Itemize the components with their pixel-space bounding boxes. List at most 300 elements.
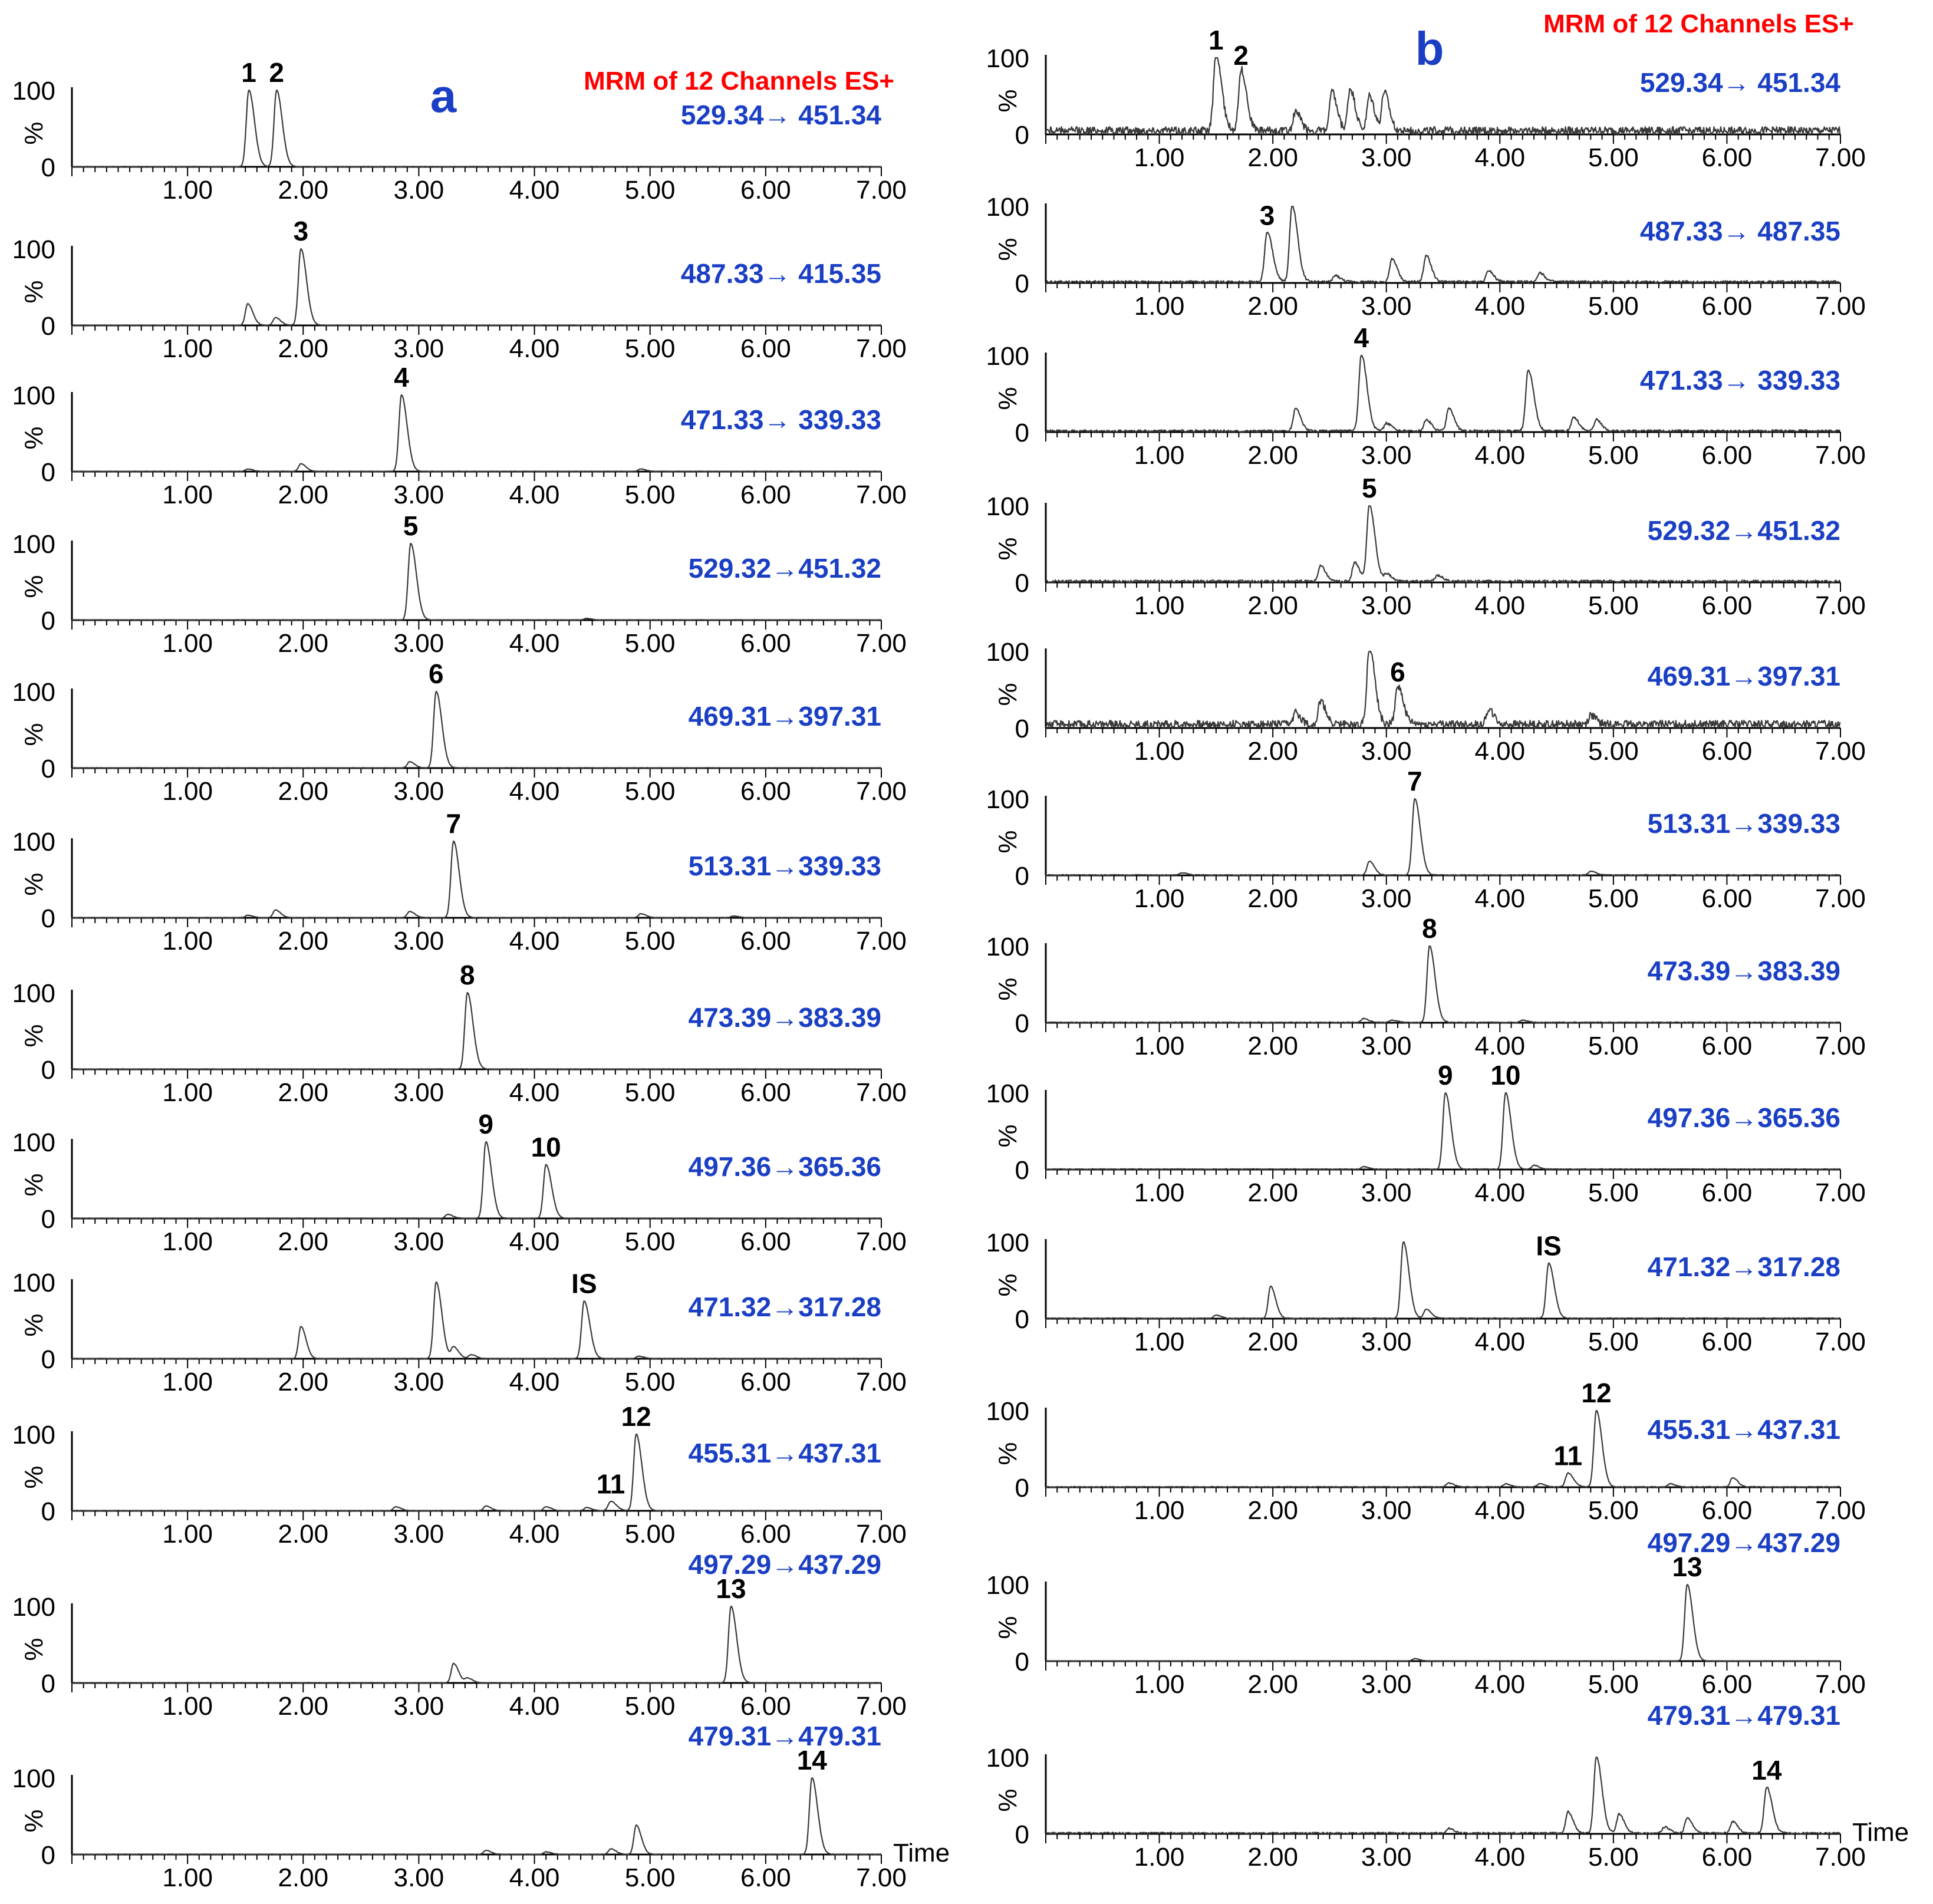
y-axis-percent: % xyxy=(19,723,48,746)
peak-label-9: 9 xyxy=(478,1109,493,1139)
y-tick-0: 0 xyxy=(1015,1009,1029,1038)
channel-transition-label: 479.31→479.31 xyxy=(1647,1700,1840,1731)
x-tick-label: 6.00 xyxy=(1701,884,1753,913)
x-tick-label: 5.00 xyxy=(1588,884,1639,913)
channel-transition-label: 513.31→339.33 xyxy=(1647,808,1840,839)
y-tick-0: 0 xyxy=(41,1056,55,1085)
x-tick-label: 3.00 xyxy=(393,1520,444,1549)
x-tick-label: 1.00 xyxy=(1134,1327,1185,1356)
x-tick-label: 4.00 xyxy=(509,334,560,363)
x-tick-label: 2.00 xyxy=(1247,143,1298,172)
x-tick-label: 5.00 xyxy=(624,777,676,806)
y-tick-100: 100 xyxy=(12,1269,55,1297)
y-axis-percent: % xyxy=(993,977,1022,1001)
x-tick-label: 7.00 xyxy=(1815,1032,1866,1060)
x-tick-label: 6.00 xyxy=(1701,1178,1753,1207)
x-tick-label: 7.00 xyxy=(1815,1178,1866,1207)
y-tick-0: 0 xyxy=(1015,1820,1029,1849)
x-tick-label: 2.00 xyxy=(1247,1178,1298,1207)
channel-transition-label: 513.31→339.33 xyxy=(688,851,881,881)
x-tick-label: 6.00 xyxy=(740,1692,791,1721)
x-tick-label: 1.00 xyxy=(162,1863,213,1892)
y-tick-0: 0 xyxy=(41,458,55,487)
channel-transition-label: 455.31→437.31 xyxy=(1647,1414,1840,1445)
y-tick-0: 0 xyxy=(41,1205,55,1234)
y-tick-100: 100 xyxy=(986,492,1029,521)
channel-3 xyxy=(986,322,1866,470)
x-tick-label: 5.00 xyxy=(624,1692,676,1721)
x-tick-label: 3.00 xyxy=(393,1078,444,1107)
channel-10 xyxy=(12,1401,907,1549)
x-tick-label: 5.00 xyxy=(624,176,676,205)
channel-4 xyxy=(12,510,907,658)
x-tick-label: 7.00 xyxy=(1815,1670,1866,1699)
x-tick-label: 5.00 xyxy=(624,927,676,956)
x-tick-label: 4.00 xyxy=(1474,1032,1526,1060)
peak-label-3: 3 xyxy=(1259,200,1275,231)
x-tick-label: 2.00 xyxy=(1247,1843,1298,1872)
y-axis-percent: % xyxy=(993,1442,1022,1465)
x-tick-label: 4.00 xyxy=(1474,143,1526,172)
x-tick-label: 3.00 xyxy=(393,777,444,806)
y-tick-100: 100 xyxy=(986,933,1029,961)
channel-12 xyxy=(12,1721,950,1892)
y-tick-0: 0 xyxy=(41,1497,55,1526)
x-tick-label: 1.00 xyxy=(162,1368,213,1396)
x-tick-label: 6.00 xyxy=(740,176,791,205)
peak-label-5: 5 xyxy=(403,510,419,541)
y-tick-0: 0 xyxy=(1015,269,1029,298)
x-tick-label: 5.00 xyxy=(624,629,676,658)
x-tick-label: 1.00 xyxy=(1134,1670,1185,1699)
x-tick-label: 5.00 xyxy=(1588,1496,1639,1525)
x-tick-label: 5.00 xyxy=(1588,1670,1639,1699)
x-tick-label: 4.00 xyxy=(1474,737,1526,766)
x-tick-label: 5.00 xyxy=(1588,292,1639,321)
x-tick-label: 3.00 xyxy=(393,1863,444,1892)
x-tick-label: 5.00 xyxy=(1588,591,1639,620)
x-tick-label: 2.00 xyxy=(1247,591,1298,620)
mrm-title: MRM of 12 Channels ES+ xyxy=(584,67,894,95)
x-tick-label: 3.00 xyxy=(1361,1032,1412,1060)
x-tick-label: 7.00 xyxy=(1815,591,1866,620)
x-tick-label: 7.00 xyxy=(856,777,907,806)
x-tick-label: 2.00 xyxy=(1247,441,1298,470)
x-tick-label: 1.00 xyxy=(162,1520,213,1549)
x-tick-label: 4.00 xyxy=(509,1520,560,1549)
y-axis-percent: % xyxy=(993,238,1022,261)
x-tick-label: 6.00 xyxy=(1701,1032,1753,1060)
y-axis-percent: % xyxy=(19,1638,48,1661)
y-tick-100: 100 xyxy=(12,1593,55,1622)
x-tick-label: 4.00 xyxy=(1474,1670,1526,1699)
x-tick-label: 4.00 xyxy=(509,480,560,509)
y-tick-0: 0 xyxy=(1015,862,1029,891)
channel-transition-label: 471.33→ 339.33 xyxy=(680,404,881,435)
y-tick-0: 0 xyxy=(41,755,55,783)
x-tick-label: 5.00 xyxy=(624,1520,676,1549)
x-tick-label: 5.00 xyxy=(624,1863,676,1892)
x-tick-label: 2.00 xyxy=(278,176,329,205)
x-tick-label: 7.00 xyxy=(856,1227,907,1256)
y-tick-0: 0 xyxy=(41,1345,55,1374)
x-tick-label: 6.00 xyxy=(740,927,791,956)
x-tick-label: 3.00 xyxy=(1361,1843,1412,1872)
y-tick-100: 100 xyxy=(12,1128,55,1157)
x-tick-label: 1.00 xyxy=(1134,1178,1185,1207)
x-tick-label: 2.00 xyxy=(1247,1327,1298,1356)
x-tick-label: 1.00 xyxy=(162,629,213,658)
x-tick-label: 1.00 xyxy=(1134,1843,1185,1872)
y-axis-percent: % xyxy=(19,1313,48,1337)
x-tick-label: 4.00 xyxy=(1474,591,1526,620)
x-tick-label: 6.00 xyxy=(740,777,791,806)
peak-label-11: 11 xyxy=(596,1468,625,1500)
x-tick-label: 6.00 xyxy=(740,1078,791,1107)
x-axis-title: Time xyxy=(893,1839,950,1867)
x-tick-label: 1.00 xyxy=(1134,1496,1185,1525)
y-axis-percent: % xyxy=(19,426,48,450)
x-tick-label: 1.00 xyxy=(162,1227,213,1256)
x-tick-label: 3.00 xyxy=(393,927,444,956)
channel-transition-label: 473.39→383.39 xyxy=(1647,956,1840,986)
x-tick-label: 3.00 xyxy=(393,1368,444,1396)
y-tick-0: 0 xyxy=(41,153,55,182)
channel-transition-label: 529.32→451.32 xyxy=(688,553,881,584)
mrm-title: MRM of 12 Channels ES+ xyxy=(1543,9,1854,38)
y-tick-100: 100 xyxy=(12,1764,55,1793)
channel-transition-label: 497.29→437.29 xyxy=(688,1549,881,1580)
x-tick-label: 3.00 xyxy=(1361,292,1412,321)
y-tick-100: 100 xyxy=(12,678,55,707)
peak-label-3: 3 xyxy=(293,216,309,246)
x-tick-label: 6.00 xyxy=(1701,1670,1753,1699)
x-tick-label: 5.00 xyxy=(1588,143,1639,172)
y-tick-100: 100 xyxy=(986,785,1029,814)
y-tick-100: 100 xyxy=(986,44,1029,73)
y-axis-percent: % xyxy=(993,387,1022,410)
x-tick-label: 1.00 xyxy=(1134,441,1185,470)
x-tick-label: 4.00 xyxy=(509,1368,560,1396)
channel-transition-label: 487.33→ 415.35 xyxy=(680,258,881,289)
channel-9 xyxy=(986,1228,1866,1356)
x-tick-label: 2.00 xyxy=(278,927,329,956)
x-tick-label: 6.00 xyxy=(740,1863,791,1892)
x-tick-label: 7.00 xyxy=(856,629,907,658)
peak-label-6: 6 xyxy=(429,658,444,689)
x-tick-label: 1.00 xyxy=(1134,737,1185,766)
x-tick-label: 4.00 xyxy=(509,777,560,806)
channel-transition-label: 469.31→397.31 xyxy=(1647,661,1840,691)
chromatogram-trace xyxy=(1046,1585,1840,1661)
channel-8 xyxy=(986,1060,1866,1207)
y-axis-percent: % xyxy=(993,683,1022,706)
peak-label-IS: IS xyxy=(571,1268,597,1299)
peak-label-8: 8 xyxy=(1422,913,1437,944)
y-tick-0: 0 xyxy=(1015,1156,1029,1185)
x-tick-label: 2.00 xyxy=(278,629,329,658)
x-tick-label: 4.00 xyxy=(1474,1178,1526,1207)
channel-transition-label: 471.32→317.28 xyxy=(1647,1251,1840,1282)
x-tick-label: 4.00 xyxy=(1474,1496,1526,1525)
x-tick-label: 2.00 xyxy=(1247,1670,1298,1699)
y-axis-percent: % xyxy=(993,830,1022,854)
x-tick-label: 3.00 xyxy=(1361,1670,1412,1699)
channel-transition-label: 529.34→ 451.34 xyxy=(1639,67,1840,98)
x-tick-label: 3.00 xyxy=(1361,737,1412,766)
y-tick-100: 100 xyxy=(12,235,55,264)
x-tick-label: 6.00 xyxy=(1701,441,1753,470)
peak-label-4: 4 xyxy=(1354,322,1369,353)
peak-label-8: 8 xyxy=(460,960,475,990)
y-tick-100: 100 xyxy=(986,193,1029,222)
x-tick-label: 2.00 xyxy=(1247,292,1298,321)
y-axis-percent: % xyxy=(19,1465,48,1489)
peak-label-11: 11 xyxy=(1553,1440,1583,1471)
y-tick-0: 0 xyxy=(41,904,55,933)
y-tick-0: 0 xyxy=(1015,1305,1029,1334)
x-tick-label: 2.00 xyxy=(1247,1496,1298,1525)
x-tick-label: 1.00 xyxy=(1134,591,1185,620)
x-tick-label: 7.00 xyxy=(1815,441,1866,470)
x-tick-label: 7.00 xyxy=(1815,1327,1866,1356)
x-tick-label: 7.00 xyxy=(1815,884,1866,913)
peak-label-10: 10 xyxy=(1490,1060,1521,1091)
channel-6 xyxy=(12,808,907,956)
x-tick-label: 2.00 xyxy=(1247,737,1298,766)
x-tick-label: 5.00 xyxy=(1588,441,1639,470)
peak-label-4: 4 xyxy=(394,362,409,393)
channel-5 xyxy=(12,658,907,806)
y-axis-percent: % xyxy=(993,89,1022,113)
x-tick-label: 7.00 xyxy=(856,927,907,956)
channel-7 xyxy=(986,913,1866,1060)
y-axis-percent: % xyxy=(19,1173,48,1197)
x-tick-label: 5.00 xyxy=(624,334,676,363)
channel-10 xyxy=(986,1378,1866,1525)
channel-transition-label: 479.31→479.31 xyxy=(688,1721,881,1751)
x-tick-label: 2.00 xyxy=(278,1078,329,1107)
channel-transition-label: 529.32→451.32 xyxy=(1647,515,1840,546)
x-tick-label: 3.00 xyxy=(1361,1327,1412,1356)
x-tick-label: 1.00 xyxy=(1134,884,1185,913)
x-tick-label: 4.00 xyxy=(509,1227,560,1256)
channel-12 xyxy=(986,1700,1909,1872)
x-tick-label: 4.00 xyxy=(1474,441,1526,470)
peak-label-12: 12 xyxy=(621,1401,651,1432)
chromatogram-panel-b xyxy=(986,9,1909,1872)
x-tick-label: 3.00 xyxy=(1361,884,1412,913)
peak-label-5: 5 xyxy=(1362,473,1377,503)
x-tick-label: 6.00 xyxy=(1701,143,1753,172)
x-tick-label: 7.00 xyxy=(856,1863,907,1892)
peak-label-1: 1 xyxy=(1208,25,1224,55)
x-tick-label: 6.00 xyxy=(1701,1327,1753,1356)
peak-label-IS: IS xyxy=(1536,1230,1562,1261)
y-tick-100: 100 xyxy=(12,1421,55,1450)
channel-4 xyxy=(986,473,1866,620)
channel-transition-label: 469.31→397.31 xyxy=(688,701,881,732)
x-tick-label: 7.00 xyxy=(856,176,907,205)
y-axis-percent: % xyxy=(993,537,1022,561)
panel-letter: a xyxy=(430,70,457,122)
y-tick-100: 100 xyxy=(986,1228,1029,1257)
y-axis-percent: % xyxy=(19,1809,48,1833)
peak-label-2: 2 xyxy=(269,57,284,88)
x-tick-label: 4.00 xyxy=(509,1078,560,1107)
peak-label-6: 6 xyxy=(1390,657,1405,687)
channel-transition-label: 529.34→ 451.34 xyxy=(680,100,881,130)
y-axis-percent: % xyxy=(993,1616,1022,1639)
channel-9 xyxy=(12,1269,907,1397)
x-tick-label: 7.00 xyxy=(1815,737,1866,766)
x-tick-label: 3.00 xyxy=(1361,143,1412,172)
channel-transition-label: 455.31→437.31 xyxy=(688,1438,881,1468)
y-tick-0: 0 xyxy=(1015,569,1029,598)
x-tick-label: 3.00 xyxy=(393,176,444,205)
x-tick-label: 6.00 xyxy=(740,1227,791,1256)
y-tick-0: 0 xyxy=(1015,1648,1029,1676)
x-tick-label: 7.00 xyxy=(1815,143,1866,172)
x-tick-label: 1.00 xyxy=(162,480,213,509)
x-tick-label: 7.00 xyxy=(856,1692,907,1721)
channel-transition-label: 497.36→365.36 xyxy=(688,1151,881,1182)
x-tick-label: 7.00 xyxy=(1815,292,1866,321)
channel-2 xyxy=(986,193,1866,321)
x-tick-label: 5.00 xyxy=(624,480,676,509)
y-axis-percent: % xyxy=(19,1024,48,1047)
y-tick-100: 100 xyxy=(986,1079,1029,1108)
channel-8 xyxy=(12,1109,907,1256)
x-tick-label: 1.00 xyxy=(162,334,213,363)
y-tick-0: 0 xyxy=(41,1669,55,1698)
peak-label-2: 2 xyxy=(1233,40,1249,71)
x-tick-label: 2.00 xyxy=(278,1227,329,1256)
x-tick-label: 6.00 xyxy=(1701,591,1753,620)
x-tick-label: 1.00 xyxy=(1134,1032,1185,1060)
channel-transition-label: 471.32→317.28 xyxy=(688,1292,881,1322)
x-tick-label: 6.00 xyxy=(1701,1843,1753,1872)
y-tick-100: 100 xyxy=(986,1571,1029,1600)
x-tick-label: 3.00 xyxy=(393,334,444,363)
chromatogram-panel-a xyxy=(12,57,950,1892)
x-tick-label: 7.00 xyxy=(1815,1496,1866,1525)
x-tick-label: 1.00 xyxy=(1134,143,1185,172)
peak-label-14: 14 xyxy=(1751,1755,1782,1786)
x-tick-label: 6.00 xyxy=(1701,292,1753,321)
x-tick-label: 7.00 xyxy=(856,1368,907,1396)
x-tick-label: 4.00 xyxy=(509,1692,560,1721)
x-tick-label: 3.00 xyxy=(393,629,444,658)
y-tick-100: 100 xyxy=(12,828,55,857)
x-tick-label: 5.00 xyxy=(624,1368,676,1396)
channel-11 xyxy=(12,1549,907,1721)
x-tick-label: 7.00 xyxy=(856,334,907,363)
peak-label-10: 10 xyxy=(531,1132,561,1162)
x-tick-label: 5.00 xyxy=(624,1227,676,1256)
x-tick-label: 6.00 xyxy=(740,334,791,363)
y-axis-percent: % xyxy=(993,1273,1022,1297)
y-axis-percent: % xyxy=(993,1788,1022,1812)
y-tick-0: 0 xyxy=(41,1841,55,1870)
y-axis-percent: % xyxy=(993,1124,1022,1148)
x-tick-label: 5.00 xyxy=(1588,1843,1639,1872)
x-tick-label: 6.00 xyxy=(740,629,791,658)
x-tick-label: 7.00 xyxy=(856,1078,907,1107)
y-axis-percent: % xyxy=(19,872,48,896)
x-tick-label: 6.00 xyxy=(740,480,791,509)
y-tick-100: 100 xyxy=(986,638,1029,667)
peak-label-13: 13 xyxy=(716,1573,746,1604)
y-tick-0: 0 xyxy=(41,312,55,341)
channel-6 xyxy=(986,766,1866,913)
x-tick-label: 4.00 xyxy=(509,1863,560,1892)
y-tick-100: 100 xyxy=(12,530,55,559)
x-tick-label: 1.00 xyxy=(162,176,213,205)
x-tick-label: 2.00 xyxy=(278,480,329,509)
x-tick-label: 1.00 xyxy=(162,1692,213,1721)
x-tick-label: 3.00 xyxy=(393,1227,444,1256)
x-tick-label: 4.00 xyxy=(1474,884,1526,913)
x-tick-label: 6.00 xyxy=(740,1368,791,1396)
y-axis-percent: % xyxy=(19,280,48,304)
y-axis-percent: % xyxy=(19,121,48,145)
x-tick-label: 2.00 xyxy=(1247,1032,1298,1060)
y-tick-0: 0 xyxy=(1015,1474,1029,1503)
channel-7 xyxy=(12,960,907,1107)
x-tick-label: 7.00 xyxy=(856,1520,907,1549)
peak-label-7: 7 xyxy=(1407,766,1422,796)
x-tick-label: 1.00 xyxy=(162,1078,213,1107)
channel-5 xyxy=(986,638,1866,766)
channel-2 xyxy=(12,216,907,363)
x-tick-label: 2.00 xyxy=(278,1520,329,1549)
x-tick-label: 2.00 xyxy=(1247,884,1298,913)
x-tick-label: 4.00 xyxy=(509,176,560,205)
x-tick-label: 2.00 xyxy=(278,1863,329,1892)
x-tick-label: 1.00 xyxy=(162,927,213,956)
peak-label-7: 7 xyxy=(446,808,462,839)
x-tick-label: 5.00 xyxy=(1588,1178,1639,1207)
y-tick-0: 0 xyxy=(1015,714,1029,743)
x-tick-label: 5.00 xyxy=(624,1078,676,1107)
peak-label-14: 14 xyxy=(796,1745,827,1775)
x-tick-label: 2.00 xyxy=(278,1692,329,1721)
x-tick-label: 4.00 xyxy=(1474,1843,1526,1872)
x-tick-label: 3.00 xyxy=(1361,1496,1412,1525)
y-axis-percent: % xyxy=(19,575,48,598)
channel-11 xyxy=(986,1527,1866,1699)
y-tick-100: 100 xyxy=(12,381,55,410)
x-tick-label: 4.00 xyxy=(509,927,560,956)
x-tick-label: 5.00 xyxy=(1588,737,1639,766)
y-tick-100: 100 xyxy=(12,77,55,106)
x-tick-label: 6.00 xyxy=(740,1520,791,1549)
x-tick-label: 3.00 xyxy=(1361,591,1412,620)
peak-label-9: 9 xyxy=(1438,1060,1453,1091)
x-tick-label: 2.00 xyxy=(278,1368,329,1396)
x-tick-label: 6.00 xyxy=(1701,1496,1753,1525)
x-tick-label: 3.00 xyxy=(1361,441,1412,470)
chromatogram-trace xyxy=(72,1778,881,1854)
y-tick-100: 100 xyxy=(986,1397,1029,1426)
x-tick-label: 1.00 xyxy=(162,777,213,806)
x-tick-label: 5.00 xyxy=(1588,1327,1639,1356)
channel-transition-label: 497.36→365.36 xyxy=(1647,1102,1840,1133)
panel-letter: b xyxy=(1415,22,1444,75)
x-tick-label: 4.00 xyxy=(509,629,560,658)
x-tick-label: 3.00 xyxy=(1361,1178,1412,1207)
